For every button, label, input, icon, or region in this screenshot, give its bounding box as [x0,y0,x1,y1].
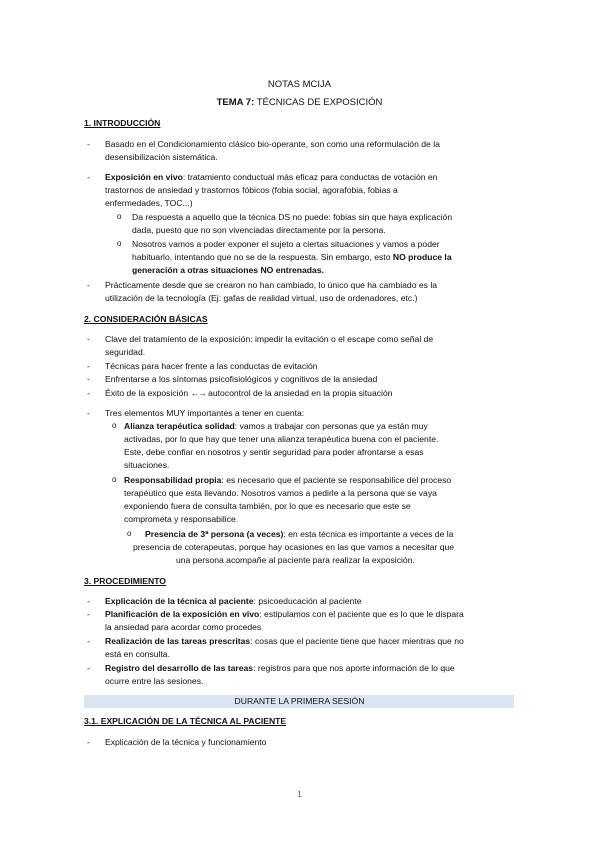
text-span: : es necesario que el paciente se responsabilice del proceso [221,475,452,485]
circle-bullet: o [117,239,122,248]
dash-marker: - [87,172,90,182]
text-span: : tratamiento conductual más eficaz para conductas de votación en [182,172,438,182]
dash-marker: - [87,737,90,747]
paragraph-line: situaciones. [124,460,170,470]
dash-marker: - [87,374,90,384]
paragraph-line [145,527,453,541]
paragraph-line: comprometa y responsabilice. [124,514,239,524]
paragraph-line: generación a otras situaciones NO entrenadas. [132,265,324,275]
dash-marker: - [87,408,90,418]
text-span: : cosas que el paciente tiene que hacer mientras que no [250,636,464,646]
circle-bullet: o [112,421,117,430]
paragraph-line: está en consulta. [105,649,170,659]
paragraph-line: Técnicas para hacer frente a las conductas de evitación [105,361,318,371]
text-span: Éxito de la exposición [105,388,191,398]
paragraph-line: dada, puesto que no son vivenciadas directamente por la persona. [132,225,386,235]
paragraph-line: una persona acompañe al paciente para realizar la exposición. [176,555,415,565]
paragraph-line: Tres elementos MUY importantes a tener en cuenta: [105,408,305,418]
text-span: : psicoeducación al paciente [253,596,362,606]
bold-term: Planificación de la exposición en vivo [105,609,260,619]
paragraph-line: ocurre entre las sesiones. [105,676,204,686]
paragraph-line: exponiendo fuera de consulta también, por lo que es necesario que este se [124,501,411,511]
paragraph-line: trastornos de ansiedad y trastornos fóbicos (fobia social, agorafobia, fobias a [105,185,398,195]
text-span: : registros para que nos aporte información de lo que [253,663,455,673]
section-heading-explicacion: 3.1. EXPLICACIÓN DE LA TÉCNICA AL PACIENTE [84,716,287,726]
paragraph-line: presencia de coterapeutas, porque hay ocasiones en las que vamos a necesitar que [133,542,455,552]
section-heading-procedimiento: 3. PROCEDIMIENTO [84,576,166,586]
paragraph-line: utilización de la tecnología (Ej: gafas de realidad virtual, uso de ordenadores, etc.) [105,293,418,303]
paragraph-line: Este, debe confiar en nosotros y sentir seguridad para poder afrontarse a esas [124,447,424,457]
paragraph-line [105,634,464,648]
dash-marker: - [87,596,90,606]
text-span: : en esta técnica es importante a veces de la [283,529,454,539]
paragraph-line [105,594,362,608]
dash-marker: - [87,280,90,290]
dash-marker: - [87,334,90,344]
text-span: : estipulamos con el paciente que es lo que le dispara [259,609,464,619]
bold-term: Explicación de la técnica al paciente [105,596,254,606]
paragraph-line: Prácticamente desde que se crearon no han cambiado, lo único que ha cambiado es la [105,280,438,290]
paragraph-line [105,386,393,400]
bold-term: Presencia de 3ª persona (a veces) [145,529,284,539]
circle-bullet: o [112,475,117,484]
circle-bullet: o [127,529,132,538]
section-heading-introduccion: 1. INTRODUCCIÓN [84,118,161,128]
bold-term: Responsabilidad propia [124,475,222,485]
dash-marker: - [87,388,90,398]
dash-marker: - [87,663,90,673]
text-span: autocontrol de la ansiedad en la propia situación [205,388,393,398]
paragraph-line: Nosotros vamos a poder exponer el sujeto a ciertas situaciones y vamos a poder [132,239,440,249]
bold-term: Alianza terapéutica solidad [124,421,235,431]
paragraph-line: Enfrentarse a los síntomas psicofisiológicos y cognitivos de la ansiedad [105,374,378,384]
bold-term: Exposición en vivo [105,172,183,182]
tema-label: TEMA 7: [216,97,255,108]
paragraph-line: Da respuesta a aquello que la técnica DS no puede: fobias sin que haya explicación [132,212,453,222]
page-number: 1 [297,789,302,799]
circle-bullet: o [117,212,122,221]
paragraph-line [124,419,428,433]
bold-term: Registro del desarrollo de las tareas [105,663,254,673]
dash-marker: - [87,609,90,619]
paragraph-line [105,170,437,184]
section-heading-consideracion: 2. CONSIDERACIÓN BÁSICAS [84,314,208,324]
tema-title [0,96,599,110]
paragraph-line: desensibilización sistemática. [105,152,218,162]
paragraph-line: Clave del tratamiento de la exposición: impedir la evitación o el escape como señal de [105,334,434,344]
bold-term: Realización de las tareas prescritas [105,636,251,646]
notes-title: NOTAS MCIJA [267,79,332,90]
text-span: : vamos a trabajar con personas que ya están muy [234,421,428,431]
tema-name: TÉCNICAS DE EXPOSICIÓN [254,97,383,108]
paragraph-line [105,607,464,621]
paragraph-line: Explicación de la técnica y funcionamiento [105,737,267,747]
dash-marker: - [87,636,90,646]
double-arrow-icon: ←→ [190,388,206,398]
paragraph-line: enfermedades, TOC...) [105,198,193,208]
text-span: habituarlo, intentando que no se de la respuesta. Sin embargo, esto [132,252,393,262]
paragraph-line: terapéutico que esta llevando. Nosotros vamos a pedirle a la persona que se vaya [124,488,437,498]
dash-marker: - [87,139,90,149]
band-label: DURANTE LA PRIMERA SESIÓN [234,696,365,706]
bold-term: NO produce la [392,252,452,262]
paragraph-line [132,250,452,264]
paragraph-line [124,473,451,487]
paragraph-line: Basado en el Condicionamiento clásico bio-operante, son como una reformulación de la [105,139,440,149]
dash-marker: - [87,361,90,371]
paragraph-line: la ansiedad para acordar como procedes [105,622,262,632]
paragraph-line: activadas, por lo que hay que tener una alianza terapéutica buena con el paciente. [124,434,439,444]
paragraph-line: seguridad. [105,347,146,357]
paragraph-line [105,661,455,675]
